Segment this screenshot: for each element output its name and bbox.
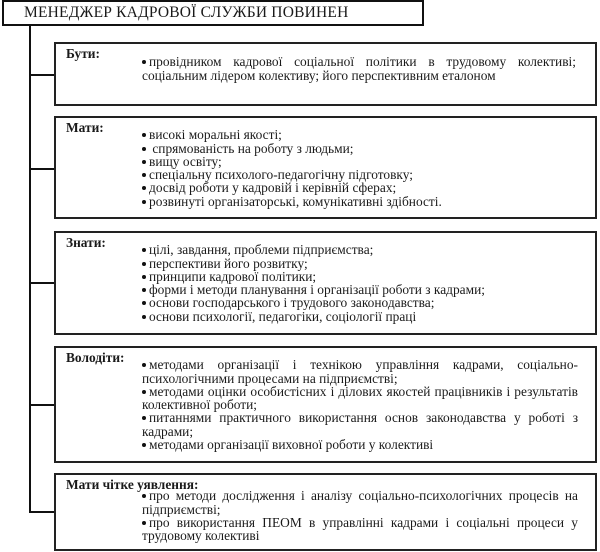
item-text: вищу освіту; — [149, 153, 222, 169]
bullet-icon — [142, 262, 146, 266]
bullet-icon — [142, 301, 146, 305]
list-item — [142, 168, 587, 181]
list-item — [142, 516, 578, 543]
item-text: перспективи його розвитку; — [149, 255, 308, 271]
list-item — [142, 257, 587, 270]
item-text: про методи дослідження і аналізу соціально-психологічних процесів на підприємстві; — [142, 488, 578, 517]
item-text: основи господарського і трудового законодавства; — [149, 295, 435, 311]
bullet-icon — [142, 60, 146, 64]
list-item — [142, 358, 578, 385]
item-text: досвід роботи у кадровій і керівній сферах; — [149, 180, 397, 196]
item-text: методами організації виховної роботи у колективі — [149, 437, 434, 453]
item-text: провідником кадрової соціальної політики в трудовому колективі; соціальним лідером колективу; його перспективним еталоном — [142, 54, 576, 83]
bullet-icon — [142, 200, 146, 204]
connector-trunk — [29, 25, 31, 513]
section-heading: Знати: — [66, 235, 106, 250]
list-item — [142, 128, 587, 141]
section-have — [54, 116, 597, 219]
bullet-icon — [142, 416, 146, 420]
list-item — [142, 142, 587, 155]
diagram-title: МЕНЕДЖЕР КАДРОВОЇ СЛУЖБИ ПОВИНЕН — [2, 0, 424, 26]
bullet-icon — [142, 288, 146, 292]
list-item — [142, 310, 587, 323]
item-text: розвинуті організаторські, комунікативні здібності. — [149, 193, 442, 209]
bullet-icon — [142, 186, 146, 190]
bullet-icon — [142, 521, 146, 525]
item-text: спеціальну психолого-педагогічну підготовку; — [149, 167, 413, 183]
item-text: високі моральні якості; — [149, 127, 282, 143]
connector-branch — [29, 282, 55, 284]
list-item — [142, 195, 587, 208]
section-heading: Мати чітке уявлення: — [66, 477, 199, 492]
item-text: цілі, завдання, проблеми підприємства; — [149, 242, 374, 258]
connector-branch — [29, 404, 55, 406]
list-item — [142, 411, 578, 438]
item-text: основи психології, педагогіки, соціології праці — [149, 308, 417, 324]
list-item — [142, 243, 587, 256]
section-be — [54, 42, 597, 106]
bullet-icon — [142, 390, 146, 394]
bullet-icon — [142, 248, 146, 252]
item-text: форми і методи планування і організації роботи з кадрами; — [149, 282, 485, 298]
list-item — [142, 55, 576, 82]
list-item — [142, 283, 587, 296]
list-item — [142, 438, 578, 451]
bullet-icon — [142, 133, 146, 137]
bullet-icon — [142, 275, 146, 279]
bullet-icon — [142, 363, 146, 367]
section-heading: Бути: — [66, 46, 100, 61]
section-heading: Мати: — [66, 120, 104, 135]
section-heading: Володіти: — [66, 350, 125, 365]
bullet-icon — [142, 173, 146, 177]
item-text: про використання ПЕОМ в управлінні кадрами і соціальні процеси у трудовому колективі — [142, 514, 578, 544]
bullet-icon — [142, 160, 146, 164]
bullet-icon — [142, 315, 146, 319]
connector-branch — [29, 168, 55, 170]
item-text: принципи кадрової політики; — [149, 268, 317, 284]
bullet-icon — [142, 443, 146, 447]
item-text: спрямованість на роботу з людьми; — [149, 140, 354, 156]
list-item — [142, 270, 587, 283]
item-text: методами оцінки особистісних і ділових якостей працівників і результатів колективної роботи; — [142, 383, 578, 413]
item-text: питаннями практичного використання основ законодавства у роботі з кадрами; — [142, 410, 578, 439]
connector-branch — [29, 74, 55, 76]
list-item — [142, 296, 587, 309]
list-item — [142, 181, 587, 194]
bullet-icon — [142, 147, 146, 151]
section-master — [54, 346, 597, 463]
bullet-icon — [142, 494, 146, 498]
item-text: методами організації і технікою управління кадрами, соціально-психологічними процесами на підприємстві; — [142, 357, 578, 386]
list-item — [142, 489, 578, 516]
connector-branch — [29, 511, 55, 513]
section-understand — [54, 473, 597, 551]
list-item — [142, 155, 587, 168]
list-item — [142, 385, 578, 412]
section-know — [54, 231, 597, 335]
